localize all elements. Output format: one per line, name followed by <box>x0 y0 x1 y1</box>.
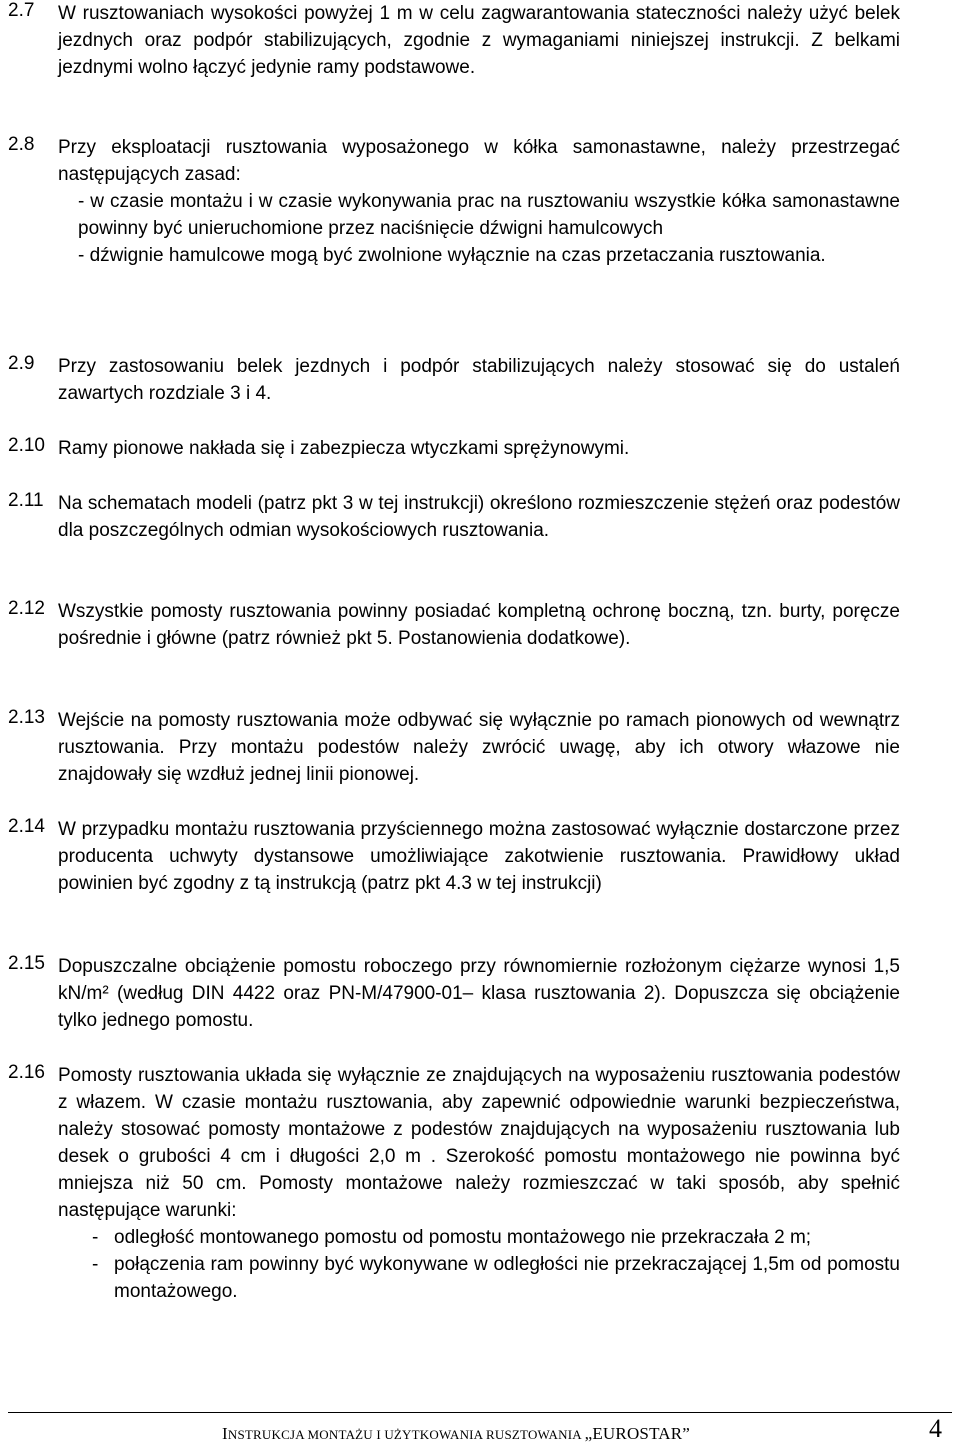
section-text: Przy zastosowaniu belek jezdnych i podpór stabilizujących należy stosować się do ustaleń zawartych rozdziale 3 i 4. <box>58 356 900 404</box>
section-2-16 <box>8 1062 900 1305</box>
section-text: Ramy pionowe nakłada się i zabezpiecza wtyczkami sprężynowymi. <box>58 438 630 459</box>
list-item-text: odległość montowanego pomostu od pomostu montażowego nie przekraczała 2 m; <box>114 1227 812 1248</box>
list-dash: - <box>92 1227 99 1248</box>
footer-title-product: „EUROSTAR” <box>584 1424 691 1443</box>
section-2-14 <box>8 816 900 897</box>
section-number: 2.13 <box>8 707 45 728</box>
section-2-10 <box>8 435 900 462</box>
footer-title <box>222 1424 690 1444</box>
footer-title-smallcaps: NSTRUKCJA MONTAŻU I UŻYTKOWANIA RUSZTOWANIA <box>227 1427 585 1442</box>
section-2-11 <box>8 490 900 544</box>
section-text: Wszystkie pomosty rusztowania powinny posiadać kompletną ochronę boczną, tzn. burty, poręcze pośrednie i główne (patrz również pkt 5. Postanowienia dodatkowe). <box>58 601 900 649</box>
section-number: 2.8 <box>8 134 35 155</box>
section-number: 2.14 <box>8 816 45 837</box>
section-number: 2.12 <box>8 598 45 619</box>
section-2-15 <box>8 953 900 1034</box>
section-2-13 <box>8 707 900 788</box>
section-number: 2.16 <box>8 1062 45 1083</box>
list-item: - dźwignie hamulcowe mogą być zwolnione wyłącznie na czas przetaczania rusztowania. <box>78 245 826 266</box>
section-2-9 <box>8 353 900 407</box>
list-item <box>58 1224 900 1251</box>
list-item-text: połączenia ram powinny być wykonywane w odległości nie przekraczającej 1,5m od pomostu montażowego. <box>114 1254 900 1302</box>
section-2-8 <box>8 134 900 269</box>
footer-divider <box>8 1412 952 1413</box>
section-number: 2.7 <box>8 0 35 21</box>
section-number: 2.11 <box>8 490 44 511</box>
section-number: 2.9 <box>8 353 35 374</box>
section-text: Wejście na pomosty rusztowania może odbywać się wyłącznie po ramach pionowych od wewnątrz rusztowania. Przy montażu podestów należy zwrócić uwagę, aby ich otwory włazowe nie znajdowały się wzdłuż jednej linii pionowej. <box>58 710 900 785</box>
section-2-12 <box>8 598 900 652</box>
section-number: 2.10 <box>8 435 45 456</box>
page-number: 4 <box>929 1414 942 1443</box>
section-2-7 <box>8 0 900 81</box>
section-text: W rusztowaniach wysokości powyżej 1 m w celu zagwarantowania stateczności należy użyć belek jezdnych oraz podpór stabilizujących, zgodnie z wymaganiami niniejszej instrukcji. Z belkami jezdnymi wolno łączyć jedynie ramy podstawowe. <box>58 3 900 78</box>
section-number: 2.15 <box>8 953 45 974</box>
section-intro: Pomosty rusztowania układa się wyłącznie ze znajdujących na wyposażeniu rusztowania podestów z włazem. W czasie montażu rusztowania, aby zapewnić odpowiednie warunki bezpieczeństwa, należy stosować pomosty montażowe z podestów znajdujących na wyposażeniu rusztowania lub desek o grubości 4 cm i długości 2,0 m . Szerokość pomostu montażowego nie powinna być mniejsza niż 50 cm. Pomosty montażowe należy rozmieszczać w taki sposób, aby spełnić następujące warunki: <box>58 1065 900 1221</box>
section-intro: Przy eksploatacji rusztowania wyposażonego w kółka samonastawne, należy przestrzegać następujących zasad: <box>58 137 900 185</box>
footer-title-initial: I <box>222 1424 228 1443</box>
list-item <box>58 1251 900 1305</box>
section-text: Dopuszczalne obciążenie pomostu roboczego przy równomiernie rozłożonym ciężarze wynosi 1,5 kN/m² (według DIN 4422 oraz PN-M/47900-01– klasa rusztowania 2). Dopuszcza się obciążenie tylko jednego pomostu. <box>58 956 900 1031</box>
section-text: Na schematach modeli (patrz pkt 3 w tej instrukcji) określono rozmieszczenie stężeń oraz podestów dla poszczególnych odmian wysokościowych rusztowania. <box>58 493 900 541</box>
list-dash: - <box>92 1254 99 1275</box>
section-text: W przypadku montażu rusztowania przyściennego można zastosować wyłącznie dostarczone przez producenta uchwyty dystansowe umożliwiające zakotwienie rusztowania. Prawidłowy układ powinien być zgodny z tą instrukcją (patrz pkt 4.3 w tej instrukcji) <box>58 819 900 894</box>
list-item: - w czasie montażu i w czasie wykonywania prac na rusztowaniu wszystkie kółka samonastawne powinny być unieruchomione przez naciśnięcie dźwigni hamulcowych <box>78 191 900 239</box>
